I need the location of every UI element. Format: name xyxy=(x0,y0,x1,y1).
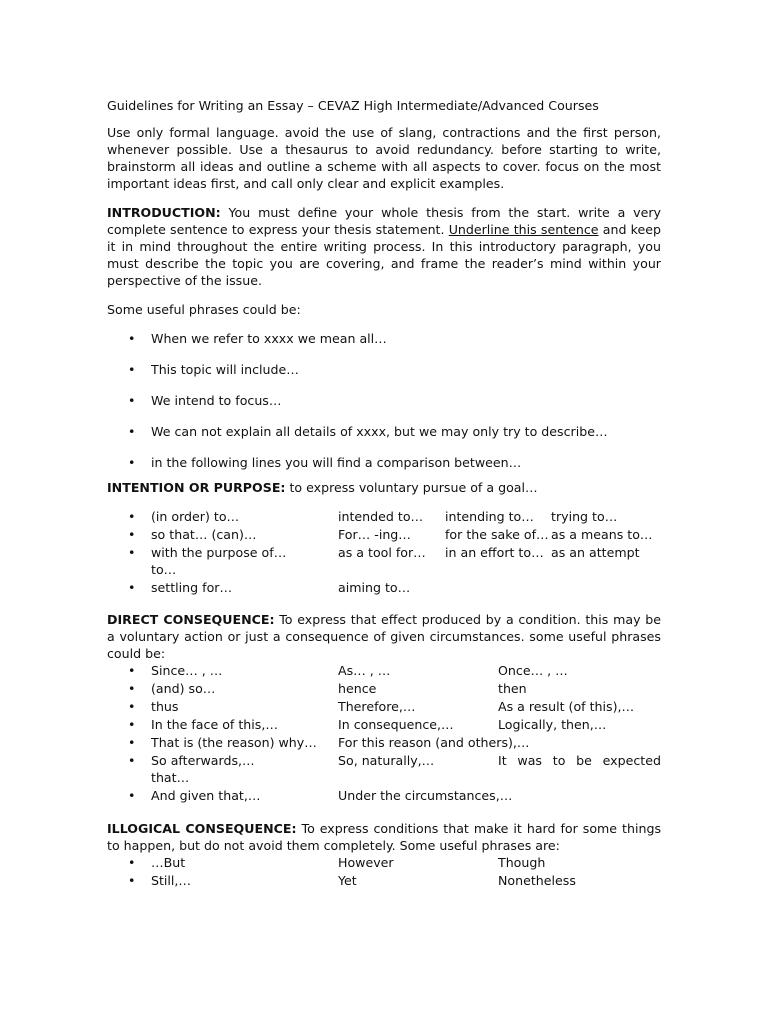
table-row xyxy=(107,752,661,787)
list-item: • in the following lines you will find a comparison between… xyxy=(107,454,661,471)
intention-section xyxy=(107,479,661,496)
introduction-text-before: You must define your whole thesis from the start. write a very complete sentence to express your thesis statement. xyxy=(107,205,661,237)
phrase-word: be xyxy=(576,753,592,768)
intention-phrases-grid xyxy=(107,508,661,597)
illogical-text: To express conditions that make it hard for some things to happen, but do not avoid them completely. Some useful phrases are: xyxy=(107,821,662,853)
direct-text: To express that effect produced by a condition. this may be a voluntary action or just a consequence of given circumstances. some useful phrases could be: xyxy=(107,612,661,661)
table-row xyxy=(107,544,661,579)
direct-heading: DIRECT CONSEQUENCE: xyxy=(107,612,275,627)
phrase-cell: • Since… , … xyxy=(151,663,223,678)
document-page xyxy=(107,97,661,902)
phrase-cell: as a means to… xyxy=(551,527,653,542)
introduction-text-after: and keep it in mind throughout the entire writing process. In this introductory paragraph, you must describe the topic you are covering, and frame the reader’s mind within your perspective of the issue. xyxy=(107,222,661,288)
table-row xyxy=(107,680,661,698)
useful-phrases-label: Some useful phrases could be: xyxy=(107,302,301,317)
list-item: • We can not explain all details of xxxx, but we may only try to describe… xyxy=(107,423,661,440)
introduction-underlined: Underline this sentence xyxy=(448,222,599,237)
illogical-heading: ILLOGICAL CONSEQUENCE: xyxy=(107,821,297,836)
table-row xyxy=(107,526,661,544)
phrase-cell: • And given that,… xyxy=(151,788,261,803)
introduction-heading: INTRODUCTION: xyxy=(107,205,221,220)
table-row xyxy=(107,508,661,526)
illogical-consequence-section xyxy=(107,820,661,854)
phrase-word: to xyxy=(552,753,566,768)
phrase-cell: For this reason (and others),… xyxy=(338,735,530,750)
list-item: • When we refer to xxxx we mean all… xyxy=(107,330,661,347)
phrase-cell: intending to… xyxy=(445,509,534,524)
direct-phrases-grid xyxy=(107,662,661,805)
phrase-cell: in an effort to… xyxy=(445,545,544,560)
phrase-cell: • thus xyxy=(151,699,179,714)
table-row xyxy=(107,787,661,805)
illogical-phrases-grid xyxy=(107,854,661,890)
list-item: • We intend to focus… xyxy=(107,392,661,409)
phrase-cell: Under the circumstances,… xyxy=(338,788,513,803)
phrase-cell: • (and) so… xyxy=(151,681,216,696)
phrase-cell: hence xyxy=(338,681,377,696)
list-item: • This topic will include… xyxy=(107,361,661,378)
introduction-section xyxy=(107,204,661,289)
phrase-cell: For… -ing… xyxy=(338,527,411,542)
direct-consequence-section xyxy=(107,611,661,662)
intention-text: to express voluntary pursue of a goal… xyxy=(285,480,538,495)
phrase-cell: • with the purpose of… to… xyxy=(151,545,287,577)
phrase-cell: Therefore,… xyxy=(338,699,416,714)
phrase-word: expected xyxy=(602,753,661,768)
phrase-cell: • …But xyxy=(151,855,186,870)
phrase-cell: So, naturally,… xyxy=(338,753,435,768)
phrase-cell: as an attempt xyxy=(551,545,640,560)
phrase-cell: • settling for… xyxy=(151,580,233,595)
phrase-cell: • (in order) to… xyxy=(151,509,240,524)
phrase-cell: In consequence,… xyxy=(338,717,454,732)
table-row xyxy=(107,579,661,597)
intention-heading: INTENTION OR PURPOSE: xyxy=(107,480,286,495)
phrase-cell: • In the face of this,… xyxy=(151,717,278,732)
phrase-cell: Once… , … xyxy=(498,663,568,678)
phrase-cell: then xyxy=(498,681,527,696)
phrase-cell: However xyxy=(338,855,394,870)
table-row xyxy=(107,734,661,752)
phrase-cell: • So afterwards,… that… xyxy=(151,753,255,785)
table-row xyxy=(107,854,661,872)
phrase-cell: aiming to… xyxy=(338,580,411,595)
table-row xyxy=(107,662,661,680)
phrase-word: It xyxy=(498,753,507,768)
phrase-cell: Though xyxy=(498,855,546,870)
table-row xyxy=(107,698,661,716)
table-row xyxy=(107,872,661,890)
phrase-cell: • That is (the reason) why… xyxy=(151,735,317,750)
intro-phrases-list xyxy=(107,330,661,471)
phrase-cell: • Still,… xyxy=(151,873,192,888)
phrase-cell: Nonetheless xyxy=(498,873,576,888)
phrase-cell: as a tool for… xyxy=(338,545,426,560)
table-row xyxy=(107,716,661,734)
phrase-cell: trying to… xyxy=(551,509,618,524)
phrase-word: was xyxy=(517,753,542,768)
phrase-cell: Yet xyxy=(338,873,357,888)
phrase-cell xyxy=(498,752,661,769)
page-title: Guidelines for Writing an Essay – CEVAZ High Intermediate/Advanced Courses xyxy=(107,98,599,113)
phrase-cell: As a result (of this),… xyxy=(498,699,635,714)
phrase-cell: intended to… xyxy=(338,509,424,524)
phrase-cell: for the sake of… xyxy=(445,527,549,542)
phrase-cell: Logically, then,… xyxy=(498,717,607,732)
intro-paragraph: Use only formal language. avoid the use of slang, contractions and the first person, whenever possible. Use a thesaurus to avoid redundancy. before starting to write, brainstorm all ideas and outline a scheme with all aspects to cover. focus on the most important ideas first, and call only clear and explicit examples. xyxy=(107,125,661,191)
phrase-cell: As… , … xyxy=(338,663,391,678)
phrase-cell: • so that… (can)… xyxy=(151,527,257,542)
